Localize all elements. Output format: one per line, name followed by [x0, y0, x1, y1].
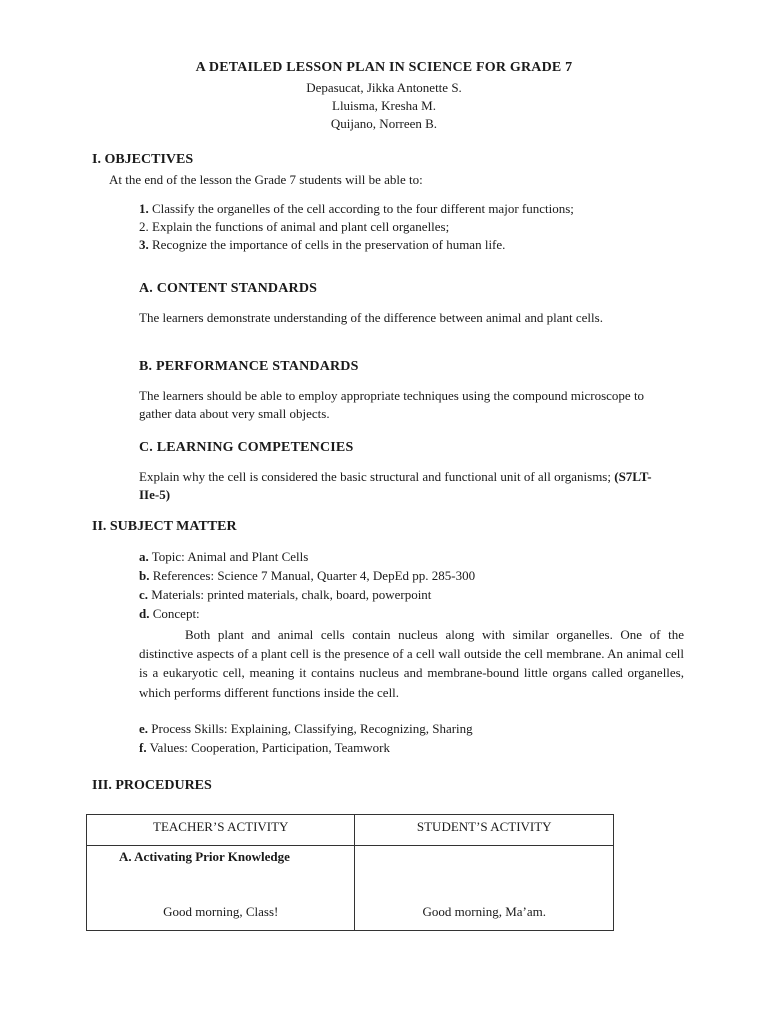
item-letter: c.	[139, 587, 149, 602]
author-name: Quijano, Norreen B.	[330, 116, 438, 131]
content-standards-text: The learners demonstrate understanding of the difference between animal and plant cells.	[139, 310, 603, 325]
performance-standards-text: The learners should be able to employ appropriate techniques using the compound microscope to gather data about very small objects.	[139, 388, 645, 421]
objective-text: Recognize the importance of cells in the preservation of human life.	[152, 237, 506, 252]
competency-code: (S7LT-IIe-5)	[139, 469, 652, 502]
subject-item	[139, 606, 200, 622]
item-letter: f.	[139, 740, 147, 755]
item-text: References: Science 7 Manual, Quarter 4, DepEd pp. 285-300	[152, 568, 476, 583]
concept-paragraph	[139, 625, 684, 702]
objective-item	[139, 237, 505, 253]
objective-item	[139, 201, 574, 217]
objective-number: 2.	[139, 219, 149, 234]
learning-competencies-heading: C. LEARNING COMPETENCIES	[139, 440, 354, 455]
objectives-heading: I. OBJECTIVES	[92, 152, 194, 167]
content-standards-heading: A. CONTENT STANDARDS	[139, 281, 318, 296]
student-greeting: Good morning, Ma’am.	[422, 904, 546, 919]
author-name: Depasucat, Jikka Antonette S.	[306, 80, 462, 95]
objectives-intro: At the end of the lesson the Grade 7 students will be able to:	[109, 172, 423, 187]
subject-item	[139, 587, 431, 603]
teacher-activity-cell	[87, 846, 355, 931]
objective-item	[139, 219, 449, 235]
concept-text: Both plant and animal cells contain nucleus along with similar organelles. One of the distinctive aspects of a plant cell is the presence of a cell wall outside the cell membrane. An animal cell is a eukaryotic cell, meaning it contains nucleus and membrane-bound little organs called organelles, which performs different functions inside the cell.	[139, 627, 684, 700]
teacher-activity-header: TEACHER’S ACTIVITY	[87, 815, 355, 846]
item-text: Values: Cooperation, Participation, Teamwork	[149, 740, 390, 755]
author-name: Lluisma, Kresha M.	[332, 98, 436, 113]
item-letter: b.	[139, 568, 150, 583]
subject-item	[139, 721, 473, 737]
student-activity-cell	[355, 846, 614, 931]
table-row	[87, 846, 614, 931]
item-text: Process Skills: Explaining, Classifying, Recognizing, Sharing	[151, 721, 473, 736]
procedures-heading: III. PROCEDURES	[92, 778, 212, 793]
objective-text: Classify the organelles of the cell according to the four different major functions;	[152, 201, 574, 216]
item-letter: e.	[139, 721, 149, 736]
teacher-greeting: Good morning, Class!	[163, 904, 279, 919]
subject-item	[139, 568, 475, 584]
subject-item	[139, 549, 308, 565]
subject-matter-heading: II. SUBJECT MATTER	[92, 519, 237, 534]
learning-competencies-text	[139, 468, 659, 504]
item-text: Topic: Animal and Plant Cells	[151, 549, 309, 564]
table-header-row	[87, 815, 614, 846]
item-text: Materials: printed materials, chalk, board, powerpoint	[151, 587, 432, 602]
subject-item	[139, 740, 390, 756]
item-text: Concept:	[152, 606, 200, 621]
objective-number: 1.	[139, 201, 149, 216]
student-activity-header: STUDENT’S ACTIVITY	[355, 815, 614, 846]
objective-number: 3.	[139, 237, 149, 252]
competency-text: Explain why the cell is considered the basic structural and functional unit of all organisms;	[139, 469, 611, 484]
performance-standards-heading: B. PERFORMANCE STANDARDS	[139, 359, 359, 374]
procedures-table	[86, 814, 614, 931]
objective-text: Explain the functions of animal and plant cell organelles;	[152, 219, 450, 234]
item-letter: d.	[139, 606, 150, 621]
section-label: A. Activating Prior Knowledge	[119, 849, 290, 864]
document-title: A DETAILED LESSON PLAN IN SCIENCE FOR GRADE 7	[195, 60, 573, 75]
item-letter: a.	[139, 549, 149, 564]
